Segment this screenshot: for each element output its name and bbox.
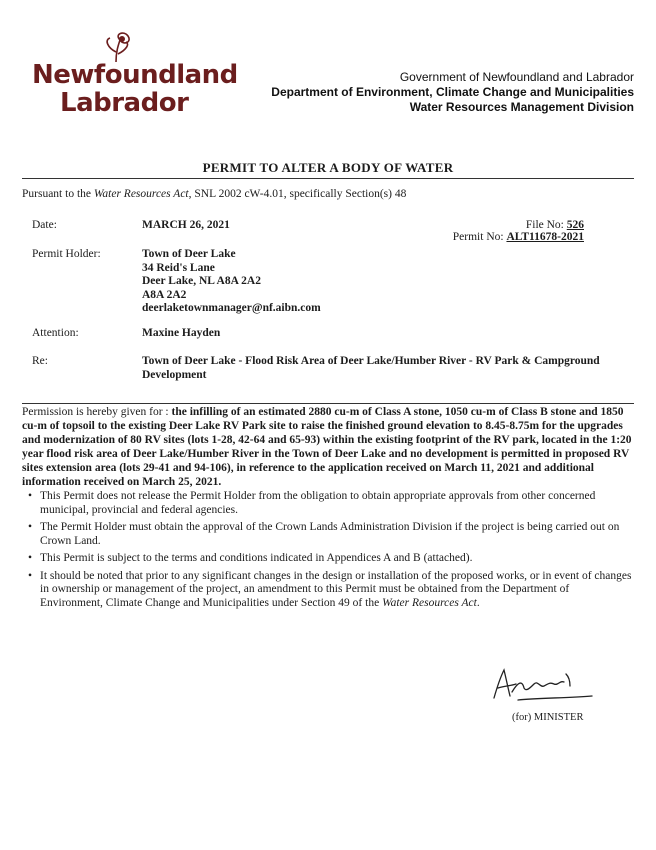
condition-item: • This Permit is subject to the terms and conditions indicated in Appendices A and B (attached). [28, 552, 634, 566]
permit-holder-label: Permit Holder: [32, 248, 101, 260]
permit-no-label: Permit No: [452, 231, 504, 243]
title-divider [22, 178, 634, 179]
logo-text-line2: Labrador [60, 88, 189, 118]
minister-caption: (for) MINISTER [512, 712, 584, 723]
holder-line: A8A 2A2 [142, 288, 187, 301]
attention-value: Maxine Hayden [142, 327, 221, 339]
file-number [526, 219, 584, 231]
file-no-value: 526 [566, 219, 584, 231]
permit-title: PERMIT TO ALTER A BODY OF WATER [202, 160, 454, 175]
condition-item [28, 570, 634, 611]
holder-email: deerlaketownmanager@nf.aibn.com [142, 302, 321, 314]
department-name: Department of Environment, Climate Change and Municipalities [271, 85, 634, 99]
condition-end: . [476, 596, 480, 609]
permission-lead: Permission is hereby given for : [22, 406, 172, 418]
conditions-list [28, 490, 634, 614]
logo-text-line1: Newfoundland [32, 60, 238, 90]
attention-label: Attention: [32, 327, 79, 339]
section-divider [22, 403, 634, 404]
pursuant-suffix: , SNL 2002 cW-4.01, specifically Section(s) 48 [188, 188, 407, 200]
newfoundland-labrador-logo [32, 32, 238, 118]
file-no-label: File No: [525, 219, 564, 231]
pursuant-prefix: Pursuant to the [22, 188, 94, 200]
permission-body: the infilling of an estimated 2880 cu-m of Class A stone, 1050 cu-m of Class B stone and 1850 cu-m of topsoil to the existing Deer Lake RV Park site to raise the finished ground elevation to 8.45-8.75m for the upgrades and modernization of 80 RV sites (lots 1-28, 42-64 and 65-93) within the existing footprint of the RV park, located in the 1:20 year flood risk area of Deer Lake/Humber River in the Town of Deer Lake and no development is permitted in proposed RV sites extension area (lots 29-41 and 94-106), in reference to the application received on March 11, 2021 and additional information received on March 25, 2021. [22, 406, 632, 488]
date-value: MARCH 26, 2021 [142, 219, 230, 231]
signature-icon [488, 662, 598, 706]
re-label: Re: [32, 355, 48, 367]
condition-text: It should be noted that prior to any significant changes in the design or installation of the proposed works, or in event of changes in ownership or management of the project, an amendment to this Permit must be obtained from the Department of Environment, Climate Change and Municipalities under Section 49 of the [40, 569, 632, 609]
condition-act: Water Resources Act [382, 596, 477, 609]
minister-signature [488, 662, 598, 706]
permission-statement [22, 405, 634, 489]
permit-holder-address [142, 248, 321, 316]
permit-number [453, 231, 584, 243]
holder-line: 34 Reid's Lane [142, 261, 215, 274]
date-label: Date: [32, 219, 57, 231]
condition-item: • The Permit Holder must obtain the approval of the Crown Lands Administration Division if the project is being carried out on Crown Land. [28, 521, 634, 548]
pursuant-statement [22, 188, 406, 200]
division-name: Water Resources Management Division [409, 100, 634, 114]
pursuant-act: Water Resources Act [93, 188, 189, 200]
holder-line: Deer Lake, NL A8A 2A2 [142, 275, 261, 287]
permit-no-value: ALT11678-2021 [506, 231, 584, 243]
holder-line: Town of Deer Lake [142, 248, 236, 260]
government-name: Government of Newfoundland and Labrador [399, 70, 634, 84]
re-value: Town of Deer Lake - Flood Risk Area of Deer Lake/Humber River - RV Park & Campground Development [142, 355, 600, 381]
condition-item: • This Permit does not release the Permit Holder from the obligation to obtain appropriate approvals from other concerned municipal, provincial and federal agencies. [28, 490, 634, 517]
